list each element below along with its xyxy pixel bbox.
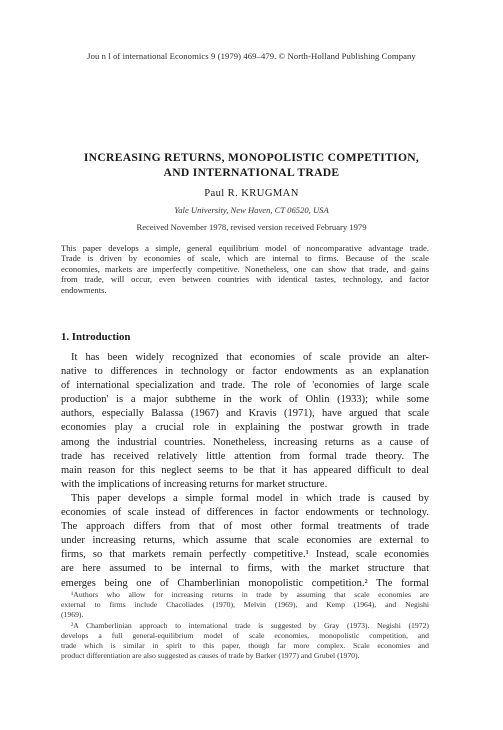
paragraph-line: emerges being one of Chamberlinian monopolistic competition.² The formal bbox=[61, 577, 429, 589]
footnote-line: develops a full general-equilibrium model of scale economies, monopolistic competition, and bbox=[61, 630, 429, 640]
paragraph-line: It has been widely recognized that economies of scale provide an alter- bbox=[71, 352, 429, 363]
footnotes bbox=[61, 590, 429, 661]
paragraph-line: among the industrial countries. Nonetheless, increasing returns as a cause of bbox=[61, 436, 429, 448]
footnote-line: trade which is similar in spirit to this paper, though far more complex. Scale economies and bbox=[61, 641, 429, 651]
paragraph-line: This paper develops a simple formal model in which trade is caused by bbox=[71, 492, 429, 504]
paragraph-line: are here assumed to be internal to firms, with the market structure that bbox=[61, 563, 429, 575]
abstract-line: This paper develops a simple, general equilibrium model of noncomparative advantage trade. bbox=[61, 243, 429, 253]
paragraph-line: with the implications of increasing returns for market structure. bbox=[61, 478, 328, 490]
section-heading: 1. Introduction bbox=[61, 331, 131, 343]
author-name: Paul R. KRUGMAN bbox=[204, 188, 299, 199]
paragraph-line: economies play a crucial role in explaining the postwar growth in trade bbox=[61, 422, 429, 434]
author-affiliation: Yale University, New Haven, CT 06520, USA bbox=[174, 205, 329, 215]
paragraph-line: under increasing returns, which assume that scale economies are external to bbox=[61, 535, 429, 547]
title-line: AND INTERNATIONAL TRADE bbox=[163, 166, 340, 179]
paragraph-line: of international specialization and trade. The role of 'economies of large scale bbox=[61, 380, 429, 392]
abstract-line: endowments. bbox=[61, 284, 107, 295]
paragraph-line: The approach differs from that of most other formal treatments of trade bbox=[61, 521, 429, 533]
paragraph-line: trade has received relatively little attention from formal trade theory. The bbox=[61, 450, 429, 462]
abstract-line: Trade is driven by economies of scale, which are internal to firms. Because of the scale bbox=[61, 253, 429, 264]
title-line: INCREASING RETURNS, MONOPOLISTIC COMPETITION, bbox=[83, 151, 420, 164]
body-text bbox=[61, 351, 429, 591]
paragraph-line: native to differences in technology or factor endowments as an explanation bbox=[61, 366, 429, 378]
abstract bbox=[61, 243, 429, 295]
footnote-line: (1969). bbox=[61, 610, 84, 620]
footnote-line: product differentiation are also suggested as causes of trade by Barker (1977) and Grubel (1970). bbox=[61, 651, 360, 661]
paper-title bbox=[30, 150, 473, 180]
paragraph-line: production' is a major subtheme in the work of Ohlin (1933); while some bbox=[61, 394, 429, 406]
paragraph-line: economies of scale instead of differences in factor endowments or technology. bbox=[61, 507, 429, 519]
received-dates: Received November 1978, revised version received February 1979 bbox=[136, 222, 367, 232]
abstract-line: economies, markets are imperfectly competitive. Nonetheless, one can show that trade, and gains bbox=[61, 263, 429, 274]
paragraph-line: main reason for this neglect seems to be that it has appeared difficult to deal bbox=[61, 464, 429, 476]
abstract-line: from trade, will occur, even between countries with identical tastes, technology, and factor bbox=[61, 274, 429, 285]
footnote-line: external to firms include Chacoliades (1970), Melvin (1969), and Kemp (1964), and Negishi bbox=[61, 600, 429, 610]
footnote-line: ¹Authors who allow for increasing returns in trade by assuming that scale economies are bbox=[71, 590, 429, 599]
footnote-line: ²A Chamberlinian approach to international trade is suggested by Gray (1973). Negishi (1972) bbox=[71, 620, 429, 630]
journal-header: Jou n l of international Economics 9 (1979) 469–479. © North-Holland Publishing Company bbox=[87, 51, 416, 61]
paragraph-line: authors, especially Balassa (1967) and Kravis (1971), have argued that scale bbox=[61, 408, 429, 420]
paragraph-line: firms, so that markets remain perfectly competitive.¹ Instead, scale economies bbox=[61, 549, 429, 561]
